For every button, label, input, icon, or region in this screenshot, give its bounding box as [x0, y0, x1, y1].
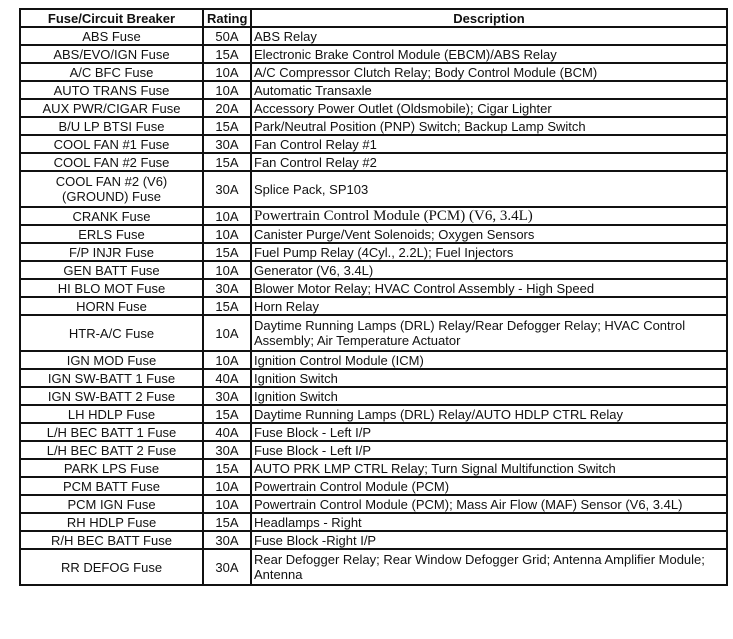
rating-cell: 15A: [203, 243, 251, 261]
table-row: [20, 369, 727, 387]
fuse-cell: COOL FAN #1 Fuse: [20, 135, 203, 153]
table-row: [20, 477, 727, 495]
rating-cell: 30A: [203, 441, 251, 459]
description-cell: Fan Control Relay #1: [251, 135, 727, 153]
description-cell: Ignition Switch: [251, 369, 727, 387]
table-row: [20, 297, 727, 315]
rating-cell: 15A: [203, 405, 251, 423]
fuse-cell: IGN SW-BATT 2 Fuse: [20, 387, 203, 405]
table-row: [20, 279, 727, 297]
table-row: [20, 261, 727, 279]
table-row: [20, 315, 727, 351]
table-row: [20, 225, 727, 243]
description-cell: Electronic Brake Control Module (EBCM)/ABS Relay: [251, 45, 727, 63]
rating-cell: 15A: [203, 45, 251, 63]
rating-cell: 15A: [203, 153, 251, 171]
table-row: [20, 549, 727, 585]
fuse-cell: HORN Fuse: [20, 297, 203, 315]
fuse-cell: AUX PWR/CIGAR Fuse: [20, 99, 203, 117]
description-cell: Powertrain Control Module (PCM): [251, 477, 727, 495]
rating-cell: 10A: [203, 495, 251, 513]
fuse-cell: PCM IGN Fuse: [20, 495, 203, 513]
fuse-cell: ABS Fuse: [20, 27, 203, 45]
rating-cell: 40A: [203, 369, 251, 387]
fuse-cell: AUTO TRANS Fuse: [20, 81, 203, 99]
table-row: [20, 207, 727, 225]
table-row: [20, 459, 727, 477]
fuse-cell: A/C BFC Fuse: [20, 63, 203, 81]
header-description: Description: [251, 9, 727, 27]
table-row: [20, 45, 727, 63]
description-cell: ABS Relay: [251, 27, 727, 45]
description-cell: Fan Control Relay #2: [251, 153, 727, 171]
fuse-cell: HTR-A/C Fuse: [20, 315, 203, 351]
description-cell: Accessory Power Outlet (Oldsmobile); Cigar Lighter: [251, 99, 727, 117]
description-cell: Fuel Pump Relay (4Cyl., 2.2L); Fuel Injectors: [251, 243, 727, 261]
rating-cell: 50A: [203, 27, 251, 45]
table-row: [20, 513, 727, 531]
description-cell: Daytime Running Lamps (DRL) Relay/Rear Defogger Relay; HVAC Control Assembly; Air Temperature Actuator: [251, 315, 727, 351]
description-cell: Park/Neutral Position (PNP) Switch; Backup Lamp Switch: [251, 117, 727, 135]
fuse-cell: PARK LPS Fuse: [20, 459, 203, 477]
fuse-cell: L/H BEC BATT 1 Fuse: [20, 423, 203, 441]
description-cell: Ignition Switch: [251, 387, 727, 405]
table-row: [20, 405, 727, 423]
fuse-cell: ABS/EVO/IGN Fuse: [20, 45, 203, 63]
table-row: [20, 153, 727, 171]
fuse-cell: GEN BATT Fuse: [20, 261, 203, 279]
description-cell: Headlamps - Right: [251, 513, 727, 531]
rating-cell: 10A: [203, 315, 251, 351]
table-row: [20, 351, 727, 369]
rating-cell: 10A: [203, 81, 251, 99]
table-row: [20, 171, 727, 207]
fuse-cell: F/P INJR Fuse: [20, 243, 203, 261]
fuse-cell: B/U LP BTSI Fuse: [20, 117, 203, 135]
table-row: [20, 63, 727, 81]
fuse-cell: RR DEFOG Fuse: [20, 549, 203, 585]
fuse-cell: IGN MOD Fuse: [20, 351, 203, 369]
header-row: [20, 9, 727, 27]
table-row: [20, 387, 727, 405]
description-cell: Daytime Running Lamps (DRL) Relay/AUTO HDLP CTRL Relay: [251, 405, 727, 423]
rating-cell: 10A: [203, 351, 251, 369]
rating-cell: 40A: [203, 423, 251, 441]
rating-cell: 30A: [203, 387, 251, 405]
fuse-cell: CRANK Fuse: [20, 207, 203, 225]
description-cell: Splice Pack, SP103: [251, 171, 727, 207]
description-cell: Blower Motor Relay; HVAC Control Assembly - High Speed: [251, 279, 727, 297]
table-row: [20, 117, 727, 135]
fuse-cell: PCM BATT Fuse: [20, 477, 203, 495]
rating-cell: 10A: [203, 63, 251, 81]
description-cell: Rear Defogger Relay; Rear Window Defogger Grid; Antenna Amplifier Module; Antenna: [251, 549, 727, 585]
header-rating: Rating: [203, 9, 251, 27]
description-cell: Powertrain Control Module (PCM); Mass Air Flow (MAF) Sensor (V6, 3.4L): [251, 495, 727, 513]
description-cell: Powertrain Control Module (PCM) (V6, 3.4L): [251, 207, 727, 225]
table-row: [20, 243, 727, 261]
fuse-cell: LH HDLP Fuse: [20, 405, 203, 423]
table-row: [20, 27, 727, 45]
table-row: [20, 531, 727, 549]
fuse-table: [19, 8, 728, 586]
description-cell: Automatic Transaxle: [251, 81, 727, 99]
rating-cell: 30A: [203, 171, 251, 207]
description-cell: AUTO PRK LMP CTRL Relay; Turn Signal Multifunction Switch: [251, 459, 727, 477]
description-cell: Generator (V6, 3.4L): [251, 261, 727, 279]
rating-cell: 15A: [203, 513, 251, 531]
header-fuse: Fuse/Circuit Breaker: [20, 9, 203, 27]
rating-cell: 15A: [203, 459, 251, 477]
fuse-cell: HI BLO MOT Fuse: [20, 279, 203, 297]
description-cell: Horn Relay: [251, 297, 727, 315]
description-cell: Ignition Control Module (ICM): [251, 351, 727, 369]
description-cell: A/C Compressor Clutch Relay; Body Control Module (BCM): [251, 63, 727, 81]
fuse-cell: COOL FAN #2 (V6) (GROUND) Fuse: [20, 171, 203, 207]
table-row: [20, 441, 727, 459]
table-row: [20, 135, 727, 153]
fuse-cell: ERLS Fuse: [20, 225, 203, 243]
description-cell: Fuse Block - Left I/P: [251, 423, 727, 441]
table-row: [20, 495, 727, 513]
rating-cell: 30A: [203, 135, 251, 153]
rating-cell: 20A: [203, 99, 251, 117]
rating-cell: 15A: [203, 297, 251, 315]
fuse-cell: COOL FAN #2 Fuse: [20, 153, 203, 171]
rating-cell: 10A: [203, 225, 251, 243]
fuse-cell: IGN SW-BATT 1 Fuse: [20, 369, 203, 387]
rating-cell: 30A: [203, 549, 251, 585]
rating-cell: 15A: [203, 117, 251, 135]
fuse-cell: RH HDLP Fuse: [20, 513, 203, 531]
fuse-cell: L/H BEC BATT 2 Fuse: [20, 441, 203, 459]
table-row: [20, 81, 727, 99]
table-row: [20, 423, 727, 441]
rating-cell: 30A: [203, 531, 251, 549]
table-row: [20, 99, 727, 117]
rating-cell: 10A: [203, 207, 251, 225]
description-cell: Fuse Block -Right I/P: [251, 531, 727, 549]
rating-cell: 30A: [203, 279, 251, 297]
fuse-cell: R/H BEC BATT Fuse: [20, 531, 203, 549]
rating-cell: 10A: [203, 261, 251, 279]
description-cell: Canister Purge/Vent Solenoids; Oxygen Sensors: [251, 225, 727, 243]
rating-cell: 10A: [203, 477, 251, 495]
description-cell: Fuse Block - Left I/P: [251, 441, 727, 459]
